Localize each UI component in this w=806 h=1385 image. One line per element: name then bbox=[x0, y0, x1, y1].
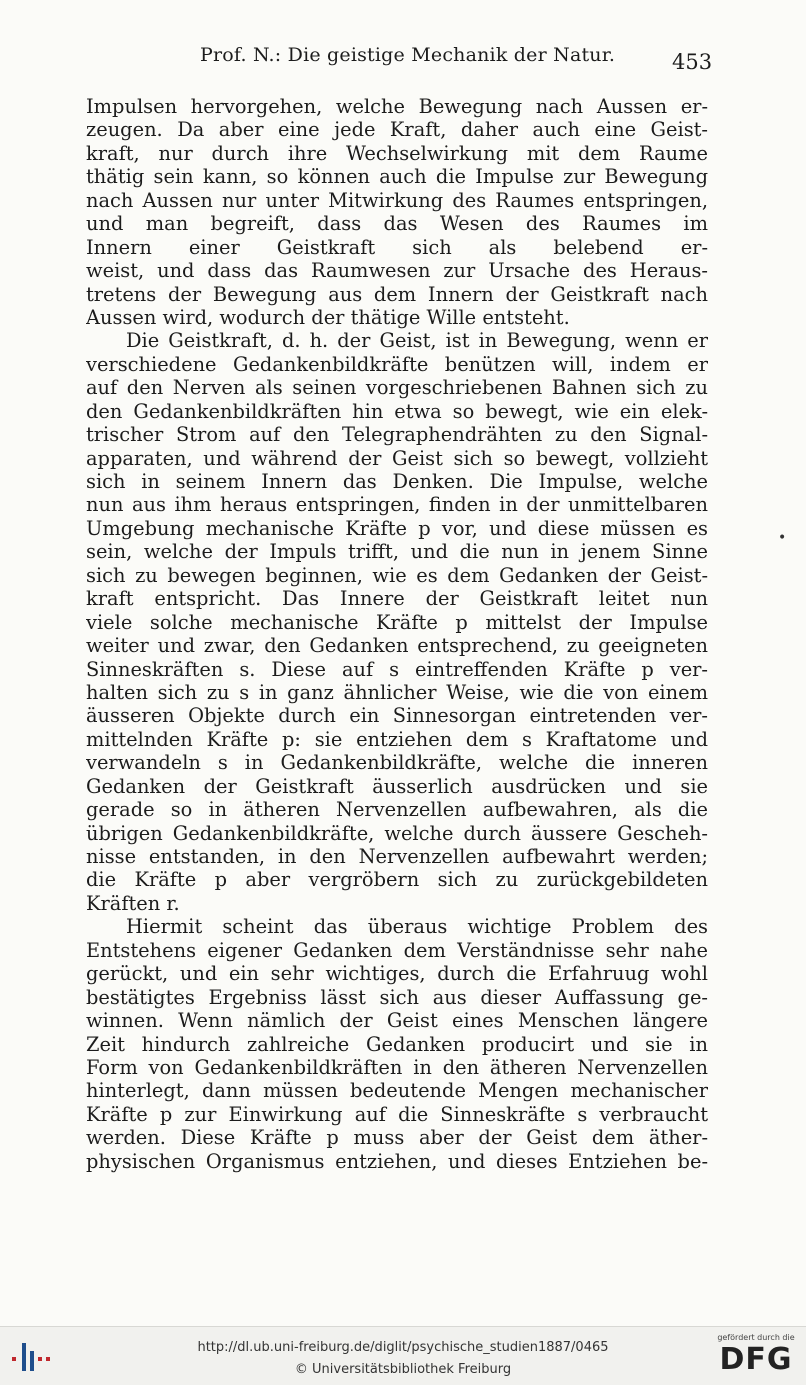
text-line: kraft entspricht. Das Innere der Geistkraft leitet nun bbox=[86, 587, 708, 611]
text-line: verschiedene Gedankenbildkräfte benützen will, indem er bbox=[86, 352, 708, 376]
text-line: Impulsen hervorgehen, welche Bewegung nach Aussen er- bbox=[86, 95, 708, 118]
text-line: Form von Gedankenbildkräften in den ätheren Nervenzellen bbox=[86, 1055, 708, 1079]
text-line: trischer Strom auf den Telegraphendrähten zu den Signal- bbox=[86, 423, 708, 447]
text-line: sich zu bewegen beginnen, wie es dem Gedanken der Geist- bbox=[86, 563, 708, 587]
funding-caption: gefördert durch die bbox=[717, 1333, 795, 1342]
body-text bbox=[86, 95, 708, 1173]
text-line: äusseren Objekte durch ein Sinnesorgan eintretenden ver- bbox=[86, 704, 708, 728]
text-line: Kräften r. bbox=[86, 891, 180, 915]
text-line: zeugen. Da aber eine jede Kraft, daher auch eine Geist- bbox=[86, 118, 708, 142]
text-line: hinterlegt, dann müssen bedeutende Mengen mechanischer bbox=[86, 1079, 708, 1103]
text-line: viele solche mechanische Kräfte p mittelst der Impulse bbox=[86, 610, 708, 634]
text-line: gerückt, und ein sehr wichtiges, durch die Erfahruug wohl bbox=[86, 962, 708, 986]
text-line: und man begreift, dass das Wesen des Raumes im bbox=[86, 212, 708, 236]
text-line: weiter und zwar, den Gedanken entsprechend, zu geeigneten bbox=[86, 634, 708, 658]
viewer-footer bbox=[0, 1326, 806, 1385]
text-line: apparaten, und während der Geist sich so bewegt, vollzieht bbox=[86, 446, 708, 470]
text-line: gerade so in ätheren Nervenzellen aufbewahren, als die bbox=[86, 798, 708, 822]
text-line: Aussen wird, wodurch der thätige Wille entsteht. bbox=[86, 305, 570, 329]
text-line: den Gedankenbildkräften hin etwa so bewegt, wie ein elek- bbox=[86, 399, 708, 423]
text-line: weist, und dass das Raumwesen zur Ursache des Heraus- bbox=[86, 259, 708, 283]
text-line: nun aus ihm heraus entspringen, finden in der unmittelbaren bbox=[86, 493, 708, 517]
permalink-url[interactable]: http://dl.ub.uni-freiburg.de/diglit/psychische_studien1887/0465 bbox=[197, 1340, 609, 1355]
text-line: Sinneskräften s. Diese auf s eintreffenden Kräfte p ver- bbox=[86, 657, 708, 681]
dfg-logo-icon: DFG bbox=[719, 1342, 793, 1377]
text-line: verwandeln s in Gedankenbildkräfte, welche die inneren bbox=[86, 751, 708, 775]
text-line: halten sich zu s in ganz ähnlicher Weise, wie die von einem bbox=[86, 680, 708, 704]
text-line: kraft, nur durch ihre Wechselwirkung mit dem Raume bbox=[86, 141, 708, 165]
text-line: Zeit hindurch zahlreiche Gedanken producirt und sie in bbox=[86, 1032, 708, 1056]
text-line: tretens der Bewegung aus dem Innern der Geistkraft nach bbox=[86, 282, 708, 306]
text-line: thätig sein kann, so können auch die Impulse zur Bewegung bbox=[86, 165, 708, 189]
text-line: auf den Nerven als seinen vorgeschriebenen Bahnen sich zu bbox=[86, 376, 708, 400]
paragraph-start-line: Die Geistkraft, d. h. der Geist, ist in Bewegung, wenn er bbox=[126, 329, 708, 353]
text-line: nach Aussen nur unter Mitwirkung des Raumes entspringen, bbox=[86, 188, 708, 212]
text-line: sich in seinem Innern das Denken. Die Impulse, welche bbox=[86, 470, 708, 493]
text-line: Umgebung mechanische Kräfte p vor, und diese müssen es bbox=[86, 516, 708, 540]
text-line: Kräfte p zur Einwirkung auf die Sinneskräfte s verbraucht bbox=[86, 1102, 708, 1126]
copyright-text: © Universitätsbibliothek Freiburg bbox=[294, 1362, 512, 1377]
text-line: Entstehens eigener Gedanken dem Verständnisse sehr nahe bbox=[86, 938, 708, 962]
text-line: physischen Organismus entziehen, und dieses Entziehen be- bbox=[86, 1149, 708, 1173]
text-line: sein, welche der Impuls trifft, und die nun in jenem Sinne bbox=[86, 540, 708, 564]
running-title: Prof. N.: Die geistige Mechanik der Natur. bbox=[200, 44, 616, 66]
text-line: mittelnden Kräfte p: sie entziehen dem s Kraftatome und bbox=[86, 727, 708, 751]
text-line: übrigen Gedankenbildkräfte, welche durch äussere Gescheh- bbox=[86, 821, 708, 845]
margin-mark: • bbox=[778, 530, 787, 546]
text-line: die Kräfte p aber vergröbern sich zu zurückgebildeten bbox=[86, 868, 708, 892]
text-line: Innern einer Geistkraft sich als belebend er- bbox=[86, 235, 708, 259]
paragraph-start-line: Hiermit scheint das überaus wichtige Problem des bbox=[126, 915, 708, 939]
text-line: werden. Diese Kräfte p muss aber der Geist dem äther- bbox=[86, 1126, 708, 1150]
text-line: winnen. Wenn nämlich der Geist eines Menschen längere bbox=[86, 1009, 708, 1033]
text-line: nisse entstanden, in den Nervenzellen aufbewahrt werden; bbox=[86, 845, 708, 868]
text-line: Gedanken der Geistkraft äusserlich ausdrücken und sie bbox=[86, 774, 708, 798]
text-line: bestätigtes Ergebniss lässt sich aus dieser Auffassung ge- bbox=[86, 985, 708, 1009]
page-number: 453 bbox=[672, 50, 713, 74]
